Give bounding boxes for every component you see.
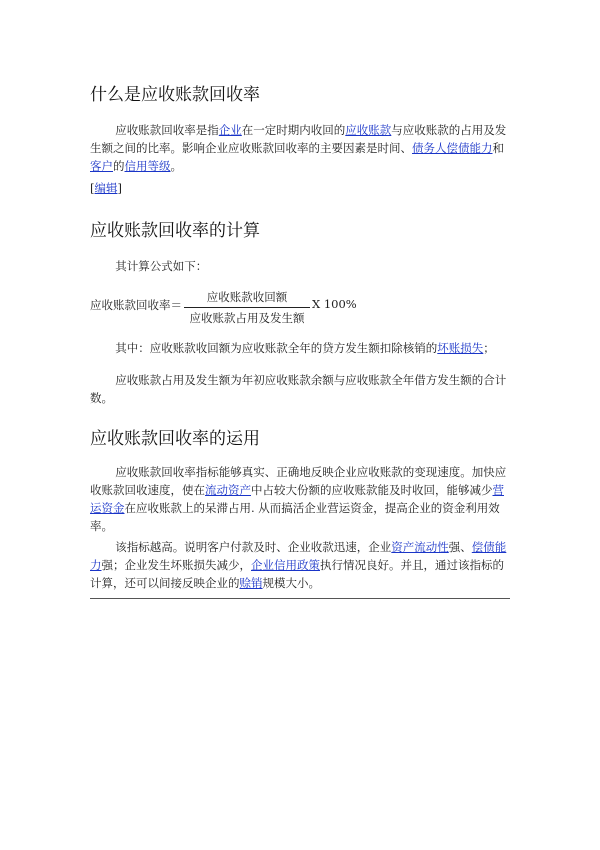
formula-note-paragraph-2: 应收账款占用及发生额为年初应收账款余额与应收账款全年借方发生额的合计数。 <box>90 373 507 405</box>
text-run: ； <box>483 341 495 355</box>
section-title-definition: 什么是应收账款回收率 <box>90 85 260 105</box>
link-current-assets[interactable]: 流动资产 <box>205 483 251 497</box>
text-run: 强；企业发生坏账损失减少， <box>101 558 251 572</box>
text-run: 的 <box>113 159 125 173</box>
application-paragraph-1 <box>90 463 510 535</box>
link-working-capital[interactable]: 营运资金 <box>90 483 504 515</box>
text-run: 与应收账款的占用及发生额之间的比率。影响企业应收账款回收率的主要因素是时间、 <box>90 123 507 155</box>
formula-note-paragraph <box>90 339 510 357</box>
text-run: 中占较大份额的应收账款能及时收回，能够减少 <box>251 483 493 497</box>
link-credit-sales[interactable]: 赊销 <box>239 576 263 590</box>
link-accounts-receivable[interactable]: 应收账款 <box>345 123 392 137</box>
bracket-open: [ <box>90 181 95 195</box>
link-solvency[interactable]: 偿债能力 <box>90 540 507 572</box>
horizontal-rule <box>90 598 510 599</box>
text-run: 执行情况良好。并且，通过该指标的计算，还可以间接反映企业的 <box>90 558 504 590</box>
definition-paragraph <box>90 121 510 175</box>
formula-rhs: X 100% <box>312 297 357 311</box>
text-run: 在应收账款上的呆滞占用. 从而搞活企业营运资金，提高企业的资金利用效率。 <box>90 501 500 533</box>
edit-link[interactable]: 编辑 <box>94 181 118 195</box>
text-run: 应收账款回收率指标能够真实、正确地反映企业应收账款的变现速度。加快应收账款回收速度，使在 <box>90 465 507 497</box>
text-run: 应收账款回收率是指 <box>115 123 219 137</box>
link-credit-policy[interactable]: 企业信用政策 <box>251 558 320 572</box>
section-title-calculation: 应收账款回收率的计算 <box>90 221 260 241</box>
bracket-close: ] <box>117 181 122 195</box>
link-asset-liquidity[interactable]: 资产流动性 <box>391 540 449 554</box>
formula-lhs: 应收账款回收率＝ <box>90 298 182 312</box>
section-title-application: 应收账款回收率的运用 <box>90 429 260 449</box>
formula-denominator: 应收账款占用及发生额 <box>189 311 305 325</box>
fraction-bar <box>184 307 310 308</box>
link-bad-debt-loss[interactable]: 坏账损失 <box>437 341 484 355</box>
link-enterprise[interactable]: 企业 <box>218 123 242 137</box>
edit-section-link-wrapper <box>90 180 122 196</box>
formula-fraction <box>184 288 310 327</box>
application-paragraph-2 <box>90 538 510 592</box>
text-run: 。 <box>170 159 182 173</box>
link-customer[interactable]: 客户 <box>90 159 113 173</box>
link-debtor-solvency[interactable]: 债务人偿债能力 <box>412 141 493 155</box>
text-run: 强、 <box>448 540 472 554</box>
formula-numerator: 应收账款收回额 <box>206 290 288 304</box>
formula-intro: 其计算公式如下： <box>115 259 208 273</box>
text-run: 其中：应收账款收回额为应收账款全年的贷方发生额扣除核销的 <box>115 341 438 355</box>
link-credit-rating[interactable]: 信用等级 <box>124 159 171 173</box>
text-run: 该指标越高。说明客户付款及时、企业收款迅速，企业 <box>115 540 392 554</box>
formula <box>90 290 510 330</box>
text-run: 规模大小。 <box>262 576 320 590</box>
text-run: 和 <box>492 141 504 155</box>
text-run: 在一定时期内收回的 <box>241 123 346 137</box>
